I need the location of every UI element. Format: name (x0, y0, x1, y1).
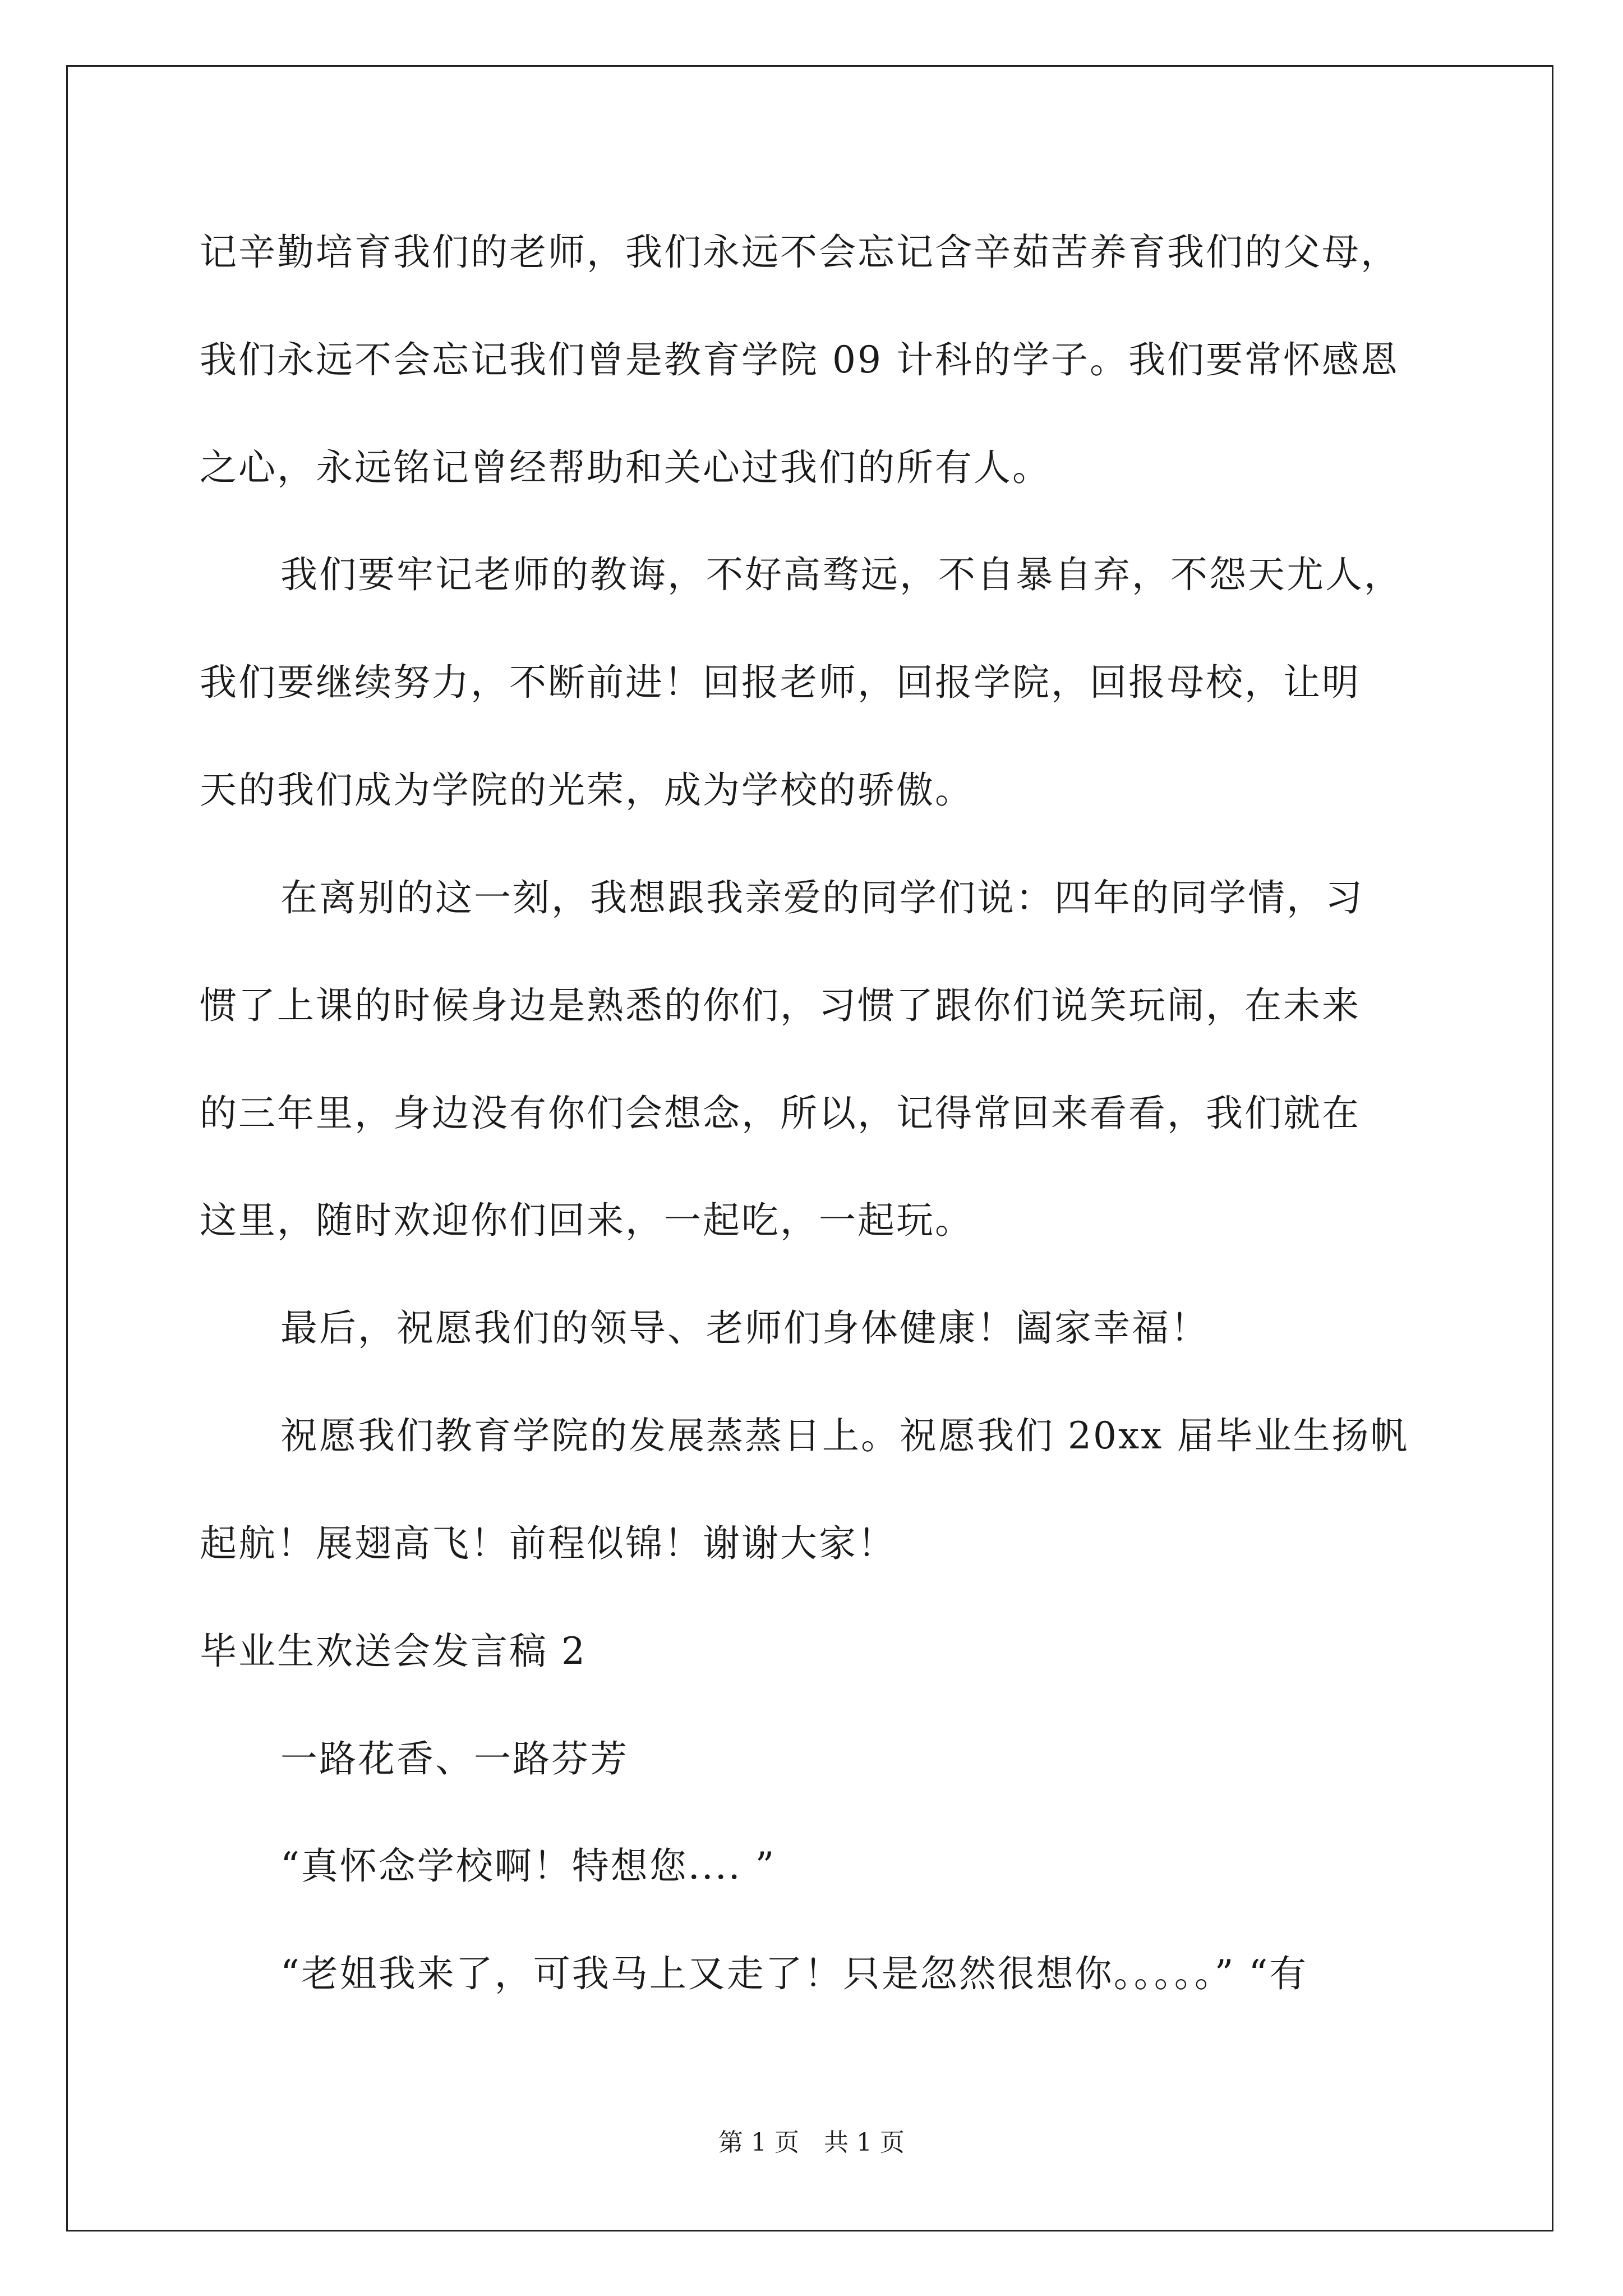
body-line: 在离别的这一刻，我想跟我亲爱的同学们说：四年的同学情，习 (280, 876, 1364, 919)
body-line: 起航！展翅高飞！前程似锦！谢谢大家！ (200, 1522, 896, 1565)
body-line: 最后，祝愿我们的领导、老师们身体健康！阖家幸福！ (280, 1306, 1209, 1350)
body-line: 一路花香、一路芬芳 (280, 1737, 629, 1780)
page-border (66, 65, 1553, 2231)
body-line: 祝愿我们教育学院的发展蒸蒸日上。祝愿我们 20xx 届毕业生扬帆 (280, 1414, 1409, 1457)
body-line: 之心，永远铭记曾经帮助和关心过我们的所有人。 (200, 446, 1051, 489)
body-line: 惯了上课的时候身边是熟悉的你们，习惯了跟你们说笑玩闹，在未来 (200, 984, 1361, 1027)
body-line: 天的我们成为学院的光荣，成为学校的骄傲。 (200, 769, 974, 812)
page-footer: 第 1 页 共 1 页 (718, 2128, 905, 2157)
body-line: 我们永远不会忘记我们曾是教育学院 09 计科的学子。我们要常怀感恩 (200, 338, 1399, 381)
body-line: 记辛勤培育我们的老师，我们永远不会忘记含辛茹苦养育我们的父母， (200, 231, 1399, 274)
body-line: “真怀念学校啊！特想您.... ” (280, 1844, 776, 1888)
body-line: 我们要牢记老师的教诲，不好高骛远，不自暴自弃，不怨天尤人， (280, 553, 1403, 596)
body-line: 我们要继续努力，不断前进！回报老师，回报学院，回报母校，让明 (200, 661, 1361, 704)
section-heading: 毕业生欢送会发言稿 2 (200, 1630, 587, 1673)
body-line: “老姐我来了，可我马上又走了！只是忽然很想你。。。。。” “有 (280, 1952, 1308, 1995)
body-line: 的三年里，身边没有你们会想念，所以，记得常回来看看，我们就在 (200, 1092, 1361, 1135)
body-line: 这里，随时欢迎你们回来，一起吃，一起玩。 (200, 1199, 974, 1242)
